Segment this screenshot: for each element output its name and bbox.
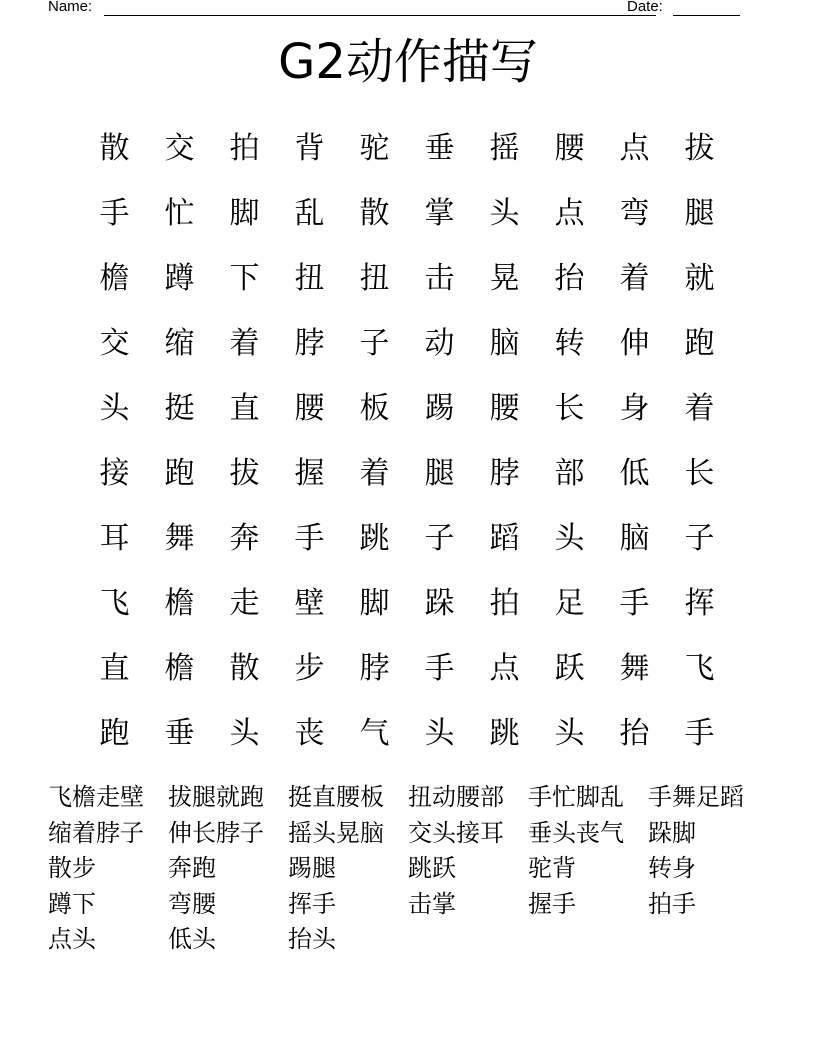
grid-cell[interactable]: 手 xyxy=(684,715,715,751)
word-list-item: 跳跃 xyxy=(408,854,456,882)
grid-cell[interactable]: 身 xyxy=(619,390,650,426)
grid-cell[interactable]: 挺 xyxy=(164,390,195,426)
grid-cell[interactable]: 舞 xyxy=(619,650,650,686)
grid-cell[interactable]: 檐 xyxy=(99,260,130,296)
grid-cell[interactable]: 着 xyxy=(684,390,715,426)
word-list-item: 垂头丧气 xyxy=(528,818,624,847)
word-list xyxy=(48,780,768,958)
grid-cell[interactable]: 飞 xyxy=(99,585,130,621)
word-list-item: 挺直腰板 xyxy=(288,783,384,811)
page-title: G2动作描写 xyxy=(278,34,538,90)
grid-cell[interactable]: 接 xyxy=(99,455,130,491)
word-list-item: 弯腰 xyxy=(168,889,216,918)
grid-cell[interactable]: 脖 xyxy=(489,455,520,491)
grid-cell[interactable]: 长 xyxy=(554,390,585,426)
grid-cell[interactable]: 跑 xyxy=(164,455,195,491)
grid-cell[interactable]: 檐 xyxy=(164,650,195,686)
grid-cell[interactable]: 腿 xyxy=(684,195,715,231)
grid-cell[interactable]: 伸 xyxy=(619,325,650,361)
word-list-item: 伸长脖子 xyxy=(168,818,264,847)
grid-cell[interactable]: 头 xyxy=(229,715,260,751)
word-list-item: 握手 xyxy=(528,889,576,918)
grid-cell[interactable]: 驼 xyxy=(359,130,390,166)
grid-cell[interactable]: 拔 xyxy=(684,130,715,166)
grid-cell[interactable]: 耳 xyxy=(99,520,130,556)
grid-cell[interactable]: 拍 xyxy=(489,585,520,621)
grid-cell[interactable]: 扭 xyxy=(294,260,325,296)
worksheet-header xyxy=(48,0,748,20)
grid-cell[interactable]: 晃 xyxy=(489,260,520,296)
grid-cell[interactable]: 着 xyxy=(619,260,650,296)
grid-cell[interactable]: 跺 xyxy=(424,585,455,621)
word-list-item: 缩着脖子 xyxy=(48,818,144,847)
grid-cell[interactable]: 垂 xyxy=(424,130,455,166)
word-list-item: 奔跑 xyxy=(168,854,216,882)
grid-cell[interactable]: 跑 xyxy=(684,325,715,361)
word-list-item: 手舞足蹈 xyxy=(648,783,744,811)
grid-cell[interactable]: 垂 xyxy=(164,715,195,751)
grid-cell[interactable]: 掌 xyxy=(424,195,455,231)
grid-cell[interactable]: 直 xyxy=(99,650,130,686)
grid-cell[interactable]: 手 xyxy=(424,650,455,686)
name-label: Name: xyxy=(48,0,93,15)
grid-cell[interactable]: 脖 xyxy=(359,650,390,686)
grid-cell[interactable]: 奔 xyxy=(229,520,260,556)
grid-cell[interactable]: 挥 xyxy=(684,585,715,621)
grid-cell[interactable]: 长 xyxy=(684,455,715,491)
grid-cell[interactable]: 手 xyxy=(619,585,650,621)
grid-cell[interactable]: 头 xyxy=(489,195,520,231)
grid-cell[interactable]: 腰 xyxy=(554,130,585,166)
name-blank-line[interactable] xyxy=(104,15,656,16)
grid-cell[interactable]: 蹲 xyxy=(164,260,195,296)
grid-cell[interactable]: 缩 xyxy=(164,325,195,361)
word-list-item: 手忙脚乱 xyxy=(528,783,624,811)
word-list-item: 散步 xyxy=(48,854,96,882)
grid-cell[interactable]: 散 xyxy=(359,195,390,231)
date-blank-line[interactable] xyxy=(673,15,740,16)
grid-cell[interactable]: 着 xyxy=(359,455,390,491)
grid-cell[interactable]: 散 xyxy=(229,650,260,686)
grid-cell[interactable]: 步 xyxy=(294,650,325,686)
grid-cell[interactable]: 交 xyxy=(164,130,195,166)
grid-cell[interactable]: 直 xyxy=(229,390,260,426)
grid-cell[interactable]: 乱 xyxy=(294,195,325,231)
grid-cell[interactable]: 腰 xyxy=(489,390,520,426)
date-label: Date: xyxy=(627,0,663,15)
grid-cell[interactable]: 抬 xyxy=(554,260,585,296)
grid-cell[interactable]: 壁 xyxy=(294,585,325,621)
grid-cell[interactable]: 就 xyxy=(684,260,715,296)
grid-cell[interactable]: 蹈 xyxy=(489,520,520,556)
word-list-item: 拔腿就跑 xyxy=(168,783,264,811)
grid-cell[interactable]: 手 xyxy=(99,195,130,231)
grid-cell[interactable]: 扭 xyxy=(359,260,390,296)
word-list-item: 驼背 xyxy=(528,854,576,882)
word-list-item: 踢腿 xyxy=(288,854,336,882)
grid-cell[interactable]: 飞 xyxy=(684,650,715,686)
grid-cell[interactable]: 脑 xyxy=(619,520,650,556)
grid-cell[interactable]: 低 xyxy=(619,455,650,491)
grid-cell[interactable]: 脑 xyxy=(489,325,520,361)
word-list-item: 蹲下 xyxy=(48,889,96,918)
grid-cell[interactable]: 跑 xyxy=(99,715,130,751)
word-list-item: 跺脚 xyxy=(648,818,696,847)
grid-cell[interactable]: 走 xyxy=(229,585,260,621)
word-list-item: 击掌 xyxy=(408,889,456,918)
word-list-item: 飞檐走壁 xyxy=(48,783,144,811)
grid-cell[interactable]: 腰 xyxy=(294,390,325,426)
grid-cell[interactable]: 部 xyxy=(554,455,585,491)
grid-cell[interactable]: 拔 xyxy=(229,455,260,491)
grid-cell[interactable]: 子 xyxy=(424,520,455,556)
grid-cell[interactable]: 手 xyxy=(294,520,325,556)
grid-cell[interactable]: 转 xyxy=(554,325,585,361)
grid-cell[interactable]: 头 xyxy=(99,390,130,426)
grid-cell[interactable]: 脚 xyxy=(359,585,390,621)
word-list-item: 挥手 xyxy=(288,889,336,918)
grid-cell[interactable]: 下 xyxy=(229,260,260,296)
grid-cell[interactable]: 着 xyxy=(229,325,260,361)
word-list-item: 扭动腰部 xyxy=(408,783,504,811)
word-list-item: 点头 xyxy=(48,925,96,953)
grid-cell[interactable]: 击 xyxy=(424,260,455,296)
grid-cell[interactable]: 头 xyxy=(424,715,455,751)
grid-cell[interactable]: 子 xyxy=(359,325,390,361)
grid-cell[interactable]: 摇 xyxy=(489,130,520,166)
grid-cell[interactable]: 拍 xyxy=(229,130,260,166)
grid-cell[interactable]: 腿 xyxy=(424,455,455,491)
grid-cell[interactable]: 气 xyxy=(359,715,390,751)
word-list-item: 交头接耳 xyxy=(408,818,504,847)
grid-cell[interactable]: 弯 xyxy=(619,195,650,231)
grid-cell[interactable]: 脖 xyxy=(294,325,325,361)
grid-cell[interactable]: 点 xyxy=(619,130,650,166)
grid-cell[interactable]: 头 xyxy=(554,520,585,556)
word-list-item: 转身 xyxy=(648,854,696,882)
grid-cell[interactable]: 跳 xyxy=(359,520,390,556)
grid-cell[interactable]: 子 xyxy=(684,520,715,556)
grid-cell[interactable]: 头 xyxy=(554,715,585,751)
grid-cell[interactable]: 跃 xyxy=(554,650,585,686)
grid-cell[interactable]: 丧 xyxy=(294,715,325,751)
grid-cell[interactable]: 交 xyxy=(99,325,130,361)
grid-cell[interactable]: 背 xyxy=(294,130,325,166)
word-list-item: 抬头 xyxy=(288,925,336,953)
grid-cell[interactable]: 足 xyxy=(554,585,585,621)
grid-cell[interactable]: 握 xyxy=(294,455,325,491)
grid-cell[interactable]: 舞 xyxy=(164,520,195,556)
grid-cell[interactable]: 板 xyxy=(359,390,390,426)
grid-cell[interactable]: 脚 xyxy=(229,195,260,231)
word-list-item: 低头 xyxy=(168,925,216,953)
word-list-item: 摇头晃脑 xyxy=(288,818,384,847)
grid-cell[interactable]: 跳 xyxy=(489,715,520,751)
grid-cell[interactable]: 散 xyxy=(99,130,130,166)
grid-cell[interactable]: 抬 xyxy=(619,715,650,751)
word-list-item: 拍手 xyxy=(648,889,696,918)
grid-cell[interactable]: 踢 xyxy=(424,390,455,426)
grid-cell[interactable]: 点 xyxy=(554,195,585,231)
grid-cell[interactable]: 檐 xyxy=(164,585,195,621)
grid-cell[interactable]: 点 xyxy=(489,650,520,686)
word-search-grid xyxy=(82,112,732,762)
grid-cell[interactable]: 动 xyxy=(424,325,455,361)
grid-cell[interactable]: 忙 xyxy=(164,195,195,231)
